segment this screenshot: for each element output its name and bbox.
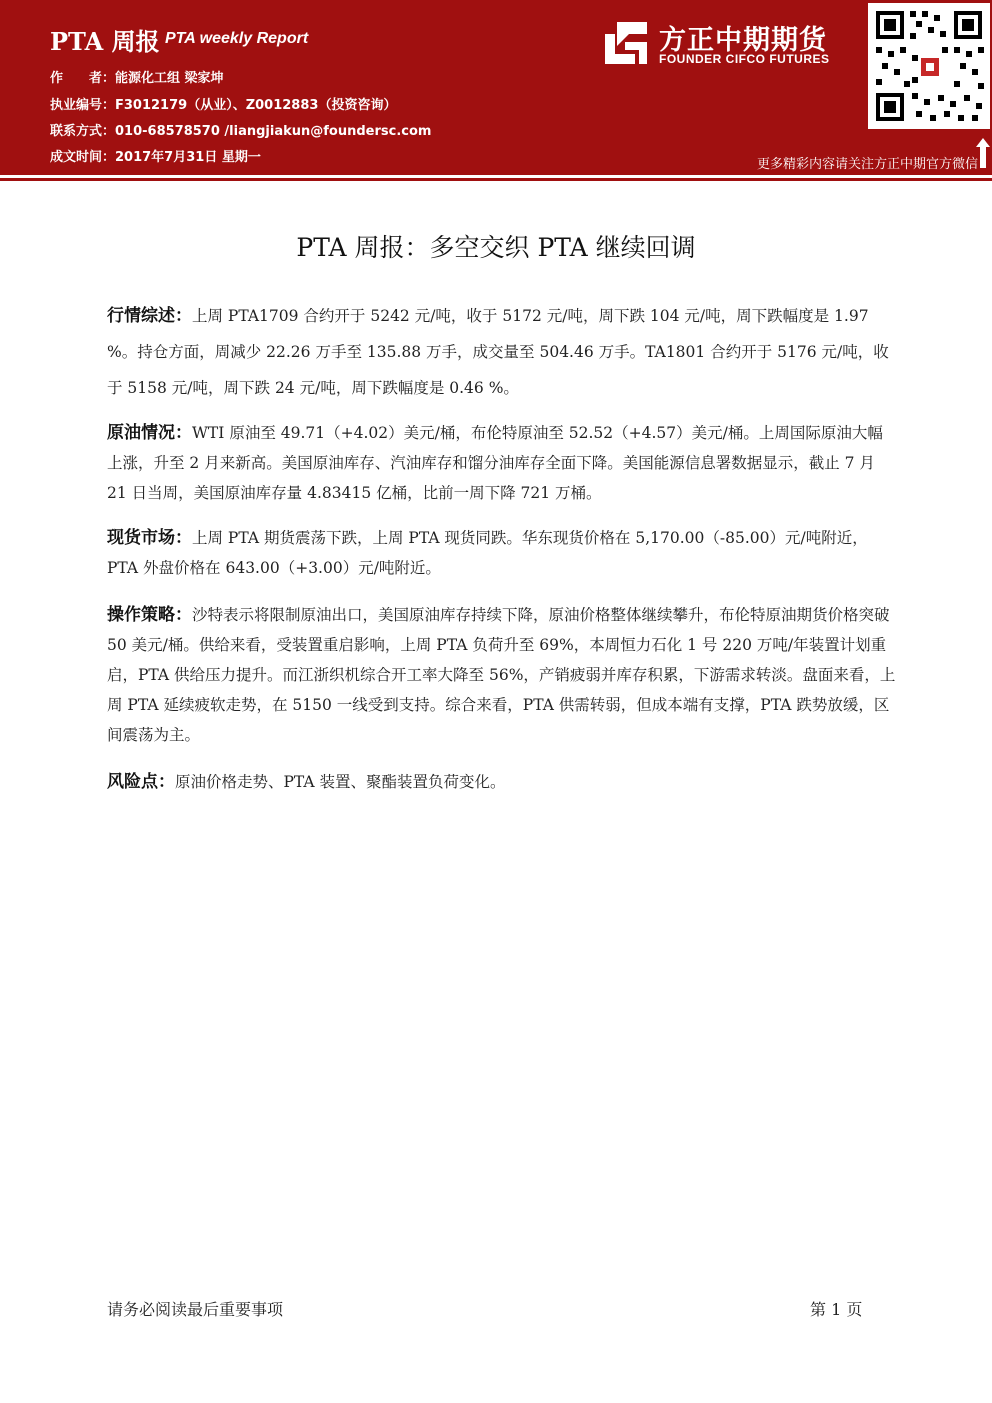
page-number: 第 1 页 — [810, 1300, 863, 1319]
section-spot-market — [107, 523, 897, 583]
section-label: 行情综述： — [107, 306, 192, 326]
header-divider — [0, 178, 992, 181]
report-title-en: PTA weekly Report — [165, 30, 309, 47]
section-label: 现货市场： — [107, 528, 192, 548]
section-risk — [107, 767, 897, 797]
logo-text-cn: 方正中期期货 — [659, 25, 827, 56]
arrow-up-icon — [976, 138, 990, 168]
section-text: WTI 原油至 49.71（+4.02）美元/桶，布伦特原油至 52.52（+4.57）美元/桶。上周国际原油大幅上涨，升至 2 月来新高。美国原油库存、汽油库存和馏分油库存全面下降。美国能源信息署数据显示，截止 7 月 21 日当周，美国原油库存量 4.83415 亿桶，比前一周下降 721 万桶。 — [107, 424, 883, 502]
wechat-qr-code — [868, 3, 990, 129]
report-title-cn: PTA 周报 — [50, 27, 160, 56]
author-line: 作 者：能源化工组 梁家坤 — [50, 71, 224, 86]
contact-line[interactable]: 联系方式：010-68578570 /liangjiakun@foundersc.com — [50, 124, 432, 139]
section-text: 沙特表示将限制原油出口，美国原油库存持续下降，原油价格整体继续攀升，布伦特原油期货价格突破 50 美元/桶。供给来看，受装置重启影响，上周 PTA 负荷升至 69%，本周恒力石化 1 号 220 万吨/年装置计划重启，PTA 供给压力提升。而江浙织机综合开工率大降至 56%，产销疲弱并库存积累，下游需求转淡。盘面来看，上周 PTA 延续疲软走势，在 5150 一线受到支持。综合来看，PTA 供需转弱，但成本端有支撑，PTA 跌势放缓，区间震荡为主。 — [107, 606, 896, 744]
company-logo — [605, 20, 865, 70]
section-text: 上周 PTA1709 合约开于 5242 元/吨，收于 5172 元/吨，周下跌 104 元/吨，周下跌幅度是 1.97 %。持仓方面，周减少 22.26 万手至 135.88 万手，成交量至 504.46 万手。TA1801 合约开于 5176 元/吨，收于 5158 元/吨，周下跌 24 元/吨，周下跌幅度是 0.46 %。 — [107, 307, 889, 397]
header-banner — [0, 0, 992, 175]
section-text: 原油价格走势、PTA 装置、聚酯装置负荷变化。 — [175, 773, 506, 791]
section-crude-oil — [107, 418, 897, 508]
section-strategy — [107, 600, 897, 750]
license-line: 执业编号：F3012179（从业）、Z0012883（投资咨询） — [50, 98, 397, 113]
footer-disclaimer: 请务必阅读最后重要事项 — [107, 1300, 284, 1319]
section-label: 操作策略： — [107, 605, 192, 625]
qr-code-icon — [868, 3, 990, 129]
section-market-overview — [107, 298, 897, 406]
page-title: PTA 周报：多空交织 PTA 继续回调 — [296, 233, 696, 262]
section-label: 原油情况： — [107, 423, 192, 443]
section-text: 上周 PTA 期货震荡下跌，上周 PTA 现货同跌。华东现货价格在 5,170.00（-85.00）元/吨附近，PTA 外盘价格在 643.00（+3.00）元/吨附近。 — [107, 529, 868, 577]
logo-text-en: FOUNDER CIFCO FUTURES — [659, 52, 830, 66]
section-label: 风险点： — [107, 772, 175, 792]
logo-mark-icon — [605, 22, 647, 64]
date-line: 成文时间：2017年7月31日 星期一 — [50, 150, 261, 165]
wechat-follow-note: 更多精彩内容请关注方正中期官方微信 — [756, 157, 978, 172]
